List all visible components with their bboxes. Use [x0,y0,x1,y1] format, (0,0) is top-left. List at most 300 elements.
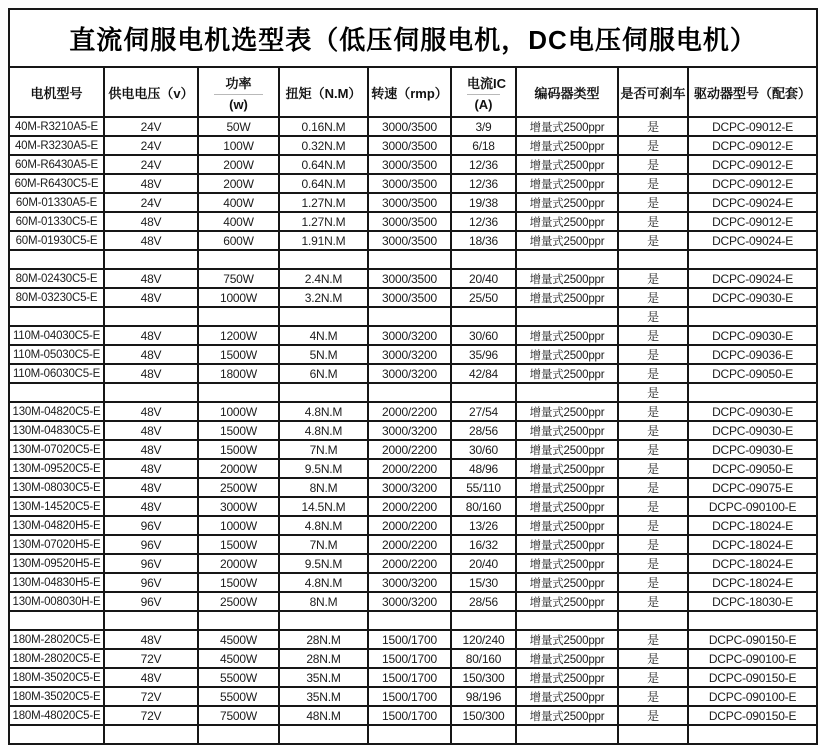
cell-voltage [104,383,198,402]
cell-power: 5500W [198,668,279,687]
cell-power: 1500W [198,573,279,592]
cell-torque: 7N.M [279,440,368,459]
cell-encoder: 增量式2500ppr [516,668,618,687]
cell-speed: 3000/3200 [368,573,451,592]
cell-current: 3/9 [451,117,516,136]
cell-driver: DCPC-09036-E [688,345,817,364]
cell-driver: DCPC-09030-E [688,326,817,345]
table-row [9,611,817,630]
cell-voltage: 24V [104,193,198,212]
cell-brake: 是 [618,573,688,592]
cell-voltage: 24V [104,155,198,174]
cell-model: 110M-05030C5-E [9,345,104,364]
cell-power [198,725,279,744]
cell-speed: 2000/2200 [368,459,451,478]
cell-speed: 1500/1700 [368,706,451,725]
cell-speed [368,250,451,269]
cell-power [198,250,279,269]
col-header-power-unit: (w) [229,96,248,112]
col-header-speed: 转速（rmp） [368,67,451,117]
motor-selection-sheet [8,8,816,745]
cell-encoder: 增量式2500ppr [516,364,618,383]
cell-model: 60M-01930C5-E [9,231,104,250]
cell-voltage: 48V [104,231,198,250]
cell-speed: 2000/2200 [368,497,451,516]
col-header-power-label: 功率 [214,73,263,95]
table-row [9,630,817,649]
cell-brake: 是 [618,459,688,478]
cell-brake: 是 [618,383,688,402]
cell-torque: 8N.M [279,592,368,611]
cell-encoder: 增量式2500ppr [516,573,618,592]
cell-brake: 是 [618,630,688,649]
cell-speed [368,611,451,630]
table-row [9,231,817,250]
cell-driver: DCPC-18024-E [688,554,817,573]
cell-driver: DCPC-09012-E [688,117,817,136]
cell-torque: 4.8N.M [279,573,368,592]
table-row [9,725,817,744]
cell-torque: 4N.M [279,326,368,345]
table-row [9,687,817,706]
cell-voltage: 48V [104,478,198,497]
cell-current: 80/160 [451,649,516,668]
cell-power: 600W [198,231,279,250]
cell-brake: 是 [618,668,688,687]
cell-voltage: 48V [104,345,198,364]
column-header-row [9,67,817,117]
cell-encoder: 增量式2500ppr [516,687,618,706]
cell-voltage: 96V [104,592,198,611]
table-row [9,288,817,307]
cell-model [9,611,104,630]
cell-brake: 是 [618,440,688,459]
cell-encoder: 增量式2500ppr [516,554,618,573]
table-row [9,573,817,592]
cell-brake: 是 [618,706,688,725]
cell-voltage: 48V [104,421,198,440]
cell-torque: 2.4N.M [279,269,368,288]
table-row [9,193,817,212]
cell-current [451,307,516,326]
cell-driver: DCPC-09050-E [688,459,817,478]
cell-current [451,611,516,630]
cell-power: 50W [198,117,279,136]
cell-encoder: 增量式2500ppr [516,326,618,345]
cell-encoder: 增量式2500ppr [516,706,618,725]
cell-model: 130M-07020H5-E [9,535,104,554]
cell-speed [368,383,451,402]
cell-torque: 1.91N.M [279,231,368,250]
cell-encoder: 增量式2500ppr [516,212,618,231]
cell-power: 1000W [198,402,279,421]
cell-brake: 是 [618,231,688,250]
cell-current: 42/84 [451,364,516,383]
table-row [9,326,817,345]
cell-brake: 是 [618,174,688,193]
cell-brake: 是 [618,364,688,383]
cell-driver: DCPC-09030-E [688,402,817,421]
cell-current: 28/56 [451,592,516,611]
cell-current: 19/38 [451,193,516,212]
cell-driver: DCPC-09024-E [688,269,817,288]
cell-driver: DCPC-09075-E [688,478,817,497]
cell-encoder: 增量式2500ppr [516,193,618,212]
cell-current: 13/26 [451,516,516,535]
cell-model: 40M-R3210A5-E [9,117,104,136]
cell-brake: 是 [618,117,688,136]
cell-driver [688,611,817,630]
cell-encoder: 增量式2500ppr [516,592,618,611]
cell-encoder: 增量式2500ppr [516,231,618,250]
cell-voltage: 72V [104,649,198,668]
cell-encoder: 增量式2500ppr [516,421,618,440]
cell-encoder: 增量式2500ppr [516,155,618,174]
cell-power: 1500W [198,440,279,459]
cell-model: 130M-09520H5-E [9,554,104,573]
col-header-encoder: 编码器类型 [516,67,618,117]
cell-torque: 28N.M [279,649,368,668]
cell-current: 55/110 [451,478,516,497]
cell-model: 60M-R6430A5-E [9,155,104,174]
cell-speed: 3000/3500 [368,212,451,231]
table-row [9,535,817,554]
cell-model: 130M-008030H-E [9,592,104,611]
cell-current: 6/18 [451,136,516,155]
cell-model: 110M-06030C5-E [9,364,104,383]
cell-model: 80M-02430C5-E [9,269,104,288]
cell-torque: 9.5N.M [279,554,368,573]
cell-torque: 9.5N.M [279,459,368,478]
cell-voltage: 48V [104,630,198,649]
cell-model: 130M-09520C5-E [9,459,104,478]
cell-current: 120/240 [451,630,516,649]
cell-encoder: 增量式2500ppr [516,459,618,478]
cell-current: 30/60 [451,326,516,345]
cell-encoder [516,250,618,269]
cell-model: 130M-04820H5-E [9,516,104,535]
cell-brake: 是 [618,193,688,212]
col-header-current-label: 电流IC [467,73,500,95]
cell-driver: DCPC-09012-E [688,155,817,174]
table-row [9,478,817,497]
cell-model [9,307,104,326]
cell-model: 180M-48020C5-E [9,706,104,725]
cell-current: 150/300 [451,706,516,725]
table-row [9,649,817,668]
cell-driver: DCPC-18030-E [688,592,817,611]
table-row [9,440,817,459]
cell-model: 180M-35020C5-E [9,687,104,706]
cell-voltage: 48V [104,497,198,516]
cell-model: 180M-28020C5-E [9,630,104,649]
table-row [9,706,817,725]
cell-brake: 是 [618,212,688,231]
table-row [9,592,817,611]
cell-torque [279,725,368,744]
cell-driver [688,725,817,744]
cell-torque: 1.27N.M [279,193,368,212]
cell-voltage: 48V [104,326,198,345]
cell-current: 30/60 [451,440,516,459]
cell-encoder [516,383,618,402]
table-row [9,364,817,383]
cell-torque: 14.5N.M [279,497,368,516]
cell-current: 35/96 [451,345,516,364]
cell-brake: 是 [618,136,688,155]
cell-encoder: 增量式2500ppr [516,649,618,668]
cell-voltage: 48V [104,402,198,421]
cell-voltage: 48V [104,269,198,288]
cell-power: 750W [198,269,279,288]
table-row [9,117,817,136]
cell-torque: 1.27N.M [279,212,368,231]
table-row [9,402,817,421]
cell-power: 200W [198,174,279,193]
cell-brake: 是 [618,649,688,668]
cell-current: 18/36 [451,231,516,250]
cell-current: 15/30 [451,573,516,592]
cell-torque: 4.8N.M [279,421,368,440]
cell-encoder: 增量式2500ppr [516,345,618,364]
cell-driver: DCPC-09050-E [688,364,817,383]
table-row [9,421,817,440]
cell-voltage: 48V [104,364,198,383]
table-row [9,497,817,516]
cell-driver: DCPC-18024-E [688,516,817,535]
cell-speed: 1500/1700 [368,649,451,668]
cell-driver: DCPC-18024-E [688,573,817,592]
cell-torque: 28N.M [279,630,368,649]
cell-brake [618,611,688,630]
col-header-model: 电机型号 [9,67,104,117]
cell-brake: 是 [618,535,688,554]
cell-power: 2000W [198,459,279,478]
cell-torque: 48N.M [279,706,368,725]
cell-current: 16/32 [451,535,516,554]
cell-current [451,250,516,269]
cell-model: 60M-01330A5-E [9,193,104,212]
col-header-driver: 驱动器型号（配套） [688,67,817,117]
cell-power: 2500W [198,478,279,497]
cell-torque: 0.64N.M [279,174,368,193]
cell-driver: DCPC-09012-E [688,212,817,231]
table-row [9,174,817,193]
cell-encoder: 增量式2500ppr [516,288,618,307]
cell-driver: DCPC-090150-E [688,630,817,649]
cell-brake: 是 [618,288,688,307]
cell-current: 12/36 [451,155,516,174]
cell-torque [279,307,368,326]
cell-encoder: 增量式2500ppr [516,497,618,516]
cell-encoder: 增量式2500ppr [516,269,618,288]
cell-driver: DCPC-090100-E [688,649,817,668]
cell-model: 40M-R3230A5-E [9,136,104,155]
cell-power [198,383,279,402]
cell-speed: 1500/1700 [368,687,451,706]
cell-brake: 是 [618,421,688,440]
cell-voltage: 72V [104,687,198,706]
table-row [9,383,817,402]
cell-power: 400W [198,193,279,212]
cell-current: 48/96 [451,459,516,478]
cell-model: 130M-07020C5-E [9,440,104,459]
cell-model: 130M-04820C5-E [9,402,104,421]
cell-encoder: 增量式2500ppr [516,516,618,535]
cell-model: 130M-04830C5-E [9,421,104,440]
cell-model: 180M-28020C5-E [9,649,104,668]
cell-model: 180M-35020C5-E [9,668,104,687]
cell-speed: 3000/3200 [368,592,451,611]
table-body [9,117,817,744]
col-header-power [198,67,279,117]
cell-brake: 是 [618,497,688,516]
cell-power [198,611,279,630]
cell-current [451,725,516,744]
cell-brake: 是 [618,478,688,497]
cell-brake: 是 [618,269,688,288]
cell-voltage: 48V [104,174,198,193]
cell-power: 1500W [198,421,279,440]
cell-encoder [516,611,618,630]
table-head [9,9,817,117]
cell-brake: 是 [618,155,688,174]
cell-speed: 2000/2200 [368,440,451,459]
title-row [9,9,817,67]
cell-current: 12/36 [451,174,516,193]
cell-driver: DCPC-09024-E [688,231,817,250]
col-header-current-unit: (A) [474,96,493,112]
cell-brake [618,250,688,269]
cell-torque: 0.32N.M [279,136,368,155]
cell-torque: 4.8N.M [279,402,368,421]
cell-driver: DCPC-090150-E [688,668,817,687]
cell-driver: DCPC-09030-E [688,288,817,307]
cell-brake: 是 [618,592,688,611]
cell-driver: DCPC-18024-E [688,535,817,554]
cell-torque: 0.64N.M [279,155,368,174]
cell-voltage: 72V [104,706,198,725]
cell-speed: 3000/3200 [368,345,451,364]
cell-driver: DCPC-090150-E [688,706,817,725]
cell-driver: DCPC-09030-E [688,421,817,440]
cell-current: 150/300 [451,668,516,687]
cell-encoder [516,725,618,744]
cell-speed: 3000/3200 [368,326,451,345]
cell-power: 400W [198,212,279,231]
cell-torque: 8N.M [279,478,368,497]
cell-torque: 7N.M [279,535,368,554]
col-header-voltage: 供电电压（v） [104,67,198,117]
cell-speed: 3000/3200 [368,364,451,383]
cell-voltage: 96V [104,516,198,535]
cell-current: 20/40 [451,554,516,573]
cell-model: 60M-R6430C5-E [9,174,104,193]
cell-torque: 5N.M [279,345,368,364]
cell-speed: 3000/3200 [368,478,451,497]
cell-speed: 2000/2200 [368,535,451,554]
table-row [9,345,817,364]
table-row [9,155,817,174]
cell-torque: 35N.M [279,687,368,706]
cell-encoder: 增量式2500ppr [516,478,618,497]
cell-encoder: 增量式2500ppr [516,440,618,459]
cell-speed: 3000/3500 [368,117,451,136]
table-row [9,668,817,687]
cell-voltage [104,725,198,744]
cell-power: 3000W [198,497,279,516]
cell-power: 4500W [198,649,279,668]
cell-speed: 2000/2200 [368,402,451,421]
cell-encoder: 增量式2500ppr [516,136,618,155]
cell-speed: 3000/3200 [368,421,451,440]
table-row [9,554,817,573]
cell-speed: 3000/3500 [368,136,451,155]
cell-speed: 2000/2200 [368,554,451,573]
cell-power: 1800W [198,364,279,383]
cell-voltage: 24V [104,117,198,136]
cell-driver [688,383,817,402]
cell-torque: 3.2N.M [279,288,368,307]
cell-speed [368,725,451,744]
cell-speed: 3000/3500 [368,193,451,212]
cell-model: 80M-03230C5-E [9,288,104,307]
cell-current: 12/36 [451,212,516,231]
table-row [9,516,817,535]
cell-power: 200W [198,155,279,174]
cell-power [198,307,279,326]
cell-driver: DCPC-090100-E [688,497,817,516]
cell-driver: DCPC-09024-E [688,193,817,212]
cell-torque: 6N.M [279,364,368,383]
cell-current: 25/50 [451,288,516,307]
cell-power: 5500W [198,687,279,706]
cell-model [9,725,104,744]
cell-current [451,383,516,402]
cell-torque: 4.8N.M [279,516,368,535]
table-row [9,459,817,478]
cell-voltage [104,307,198,326]
cell-encoder [516,307,618,326]
cell-brake: 是 [618,326,688,345]
cell-encoder: 增量式2500ppr [516,535,618,554]
cell-power: 2000W [198,554,279,573]
cell-power: 1000W [198,516,279,535]
table-row [9,250,817,269]
cell-brake: 是 [618,402,688,421]
cell-model: 60M-01330C5-E [9,212,104,231]
cell-driver: DCPC-09012-E [688,174,817,193]
motor-selection-table [8,8,818,745]
cell-voltage [104,250,198,269]
cell-torque [279,611,368,630]
cell-voltage: 96V [104,554,198,573]
cell-brake: 是 [618,516,688,535]
cell-voltage: 48V [104,459,198,478]
cell-driver [688,307,817,326]
cell-speed: 3000/3500 [368,288,451,307]
table-row [9,136,817,155]
cell-brake: 是 [618,687,688,706]
cell-torque [279,250,368,269]
cell-power: 1500W [198,535,279,554]
cell-torque: 0.16N.M [279,117,368,136]
cell-driver: DCPC-090100-E [688,687,817,706]
cell-model: 130M-08030C5-E [9,478,104,497]
cell-encoder: 增量式2500ppr [516,117,618,136]
cell-model: 130M-14520C5-E [9,497,104,516]
cell-encoder: 增量式2500ppr [516,630,618,649]
